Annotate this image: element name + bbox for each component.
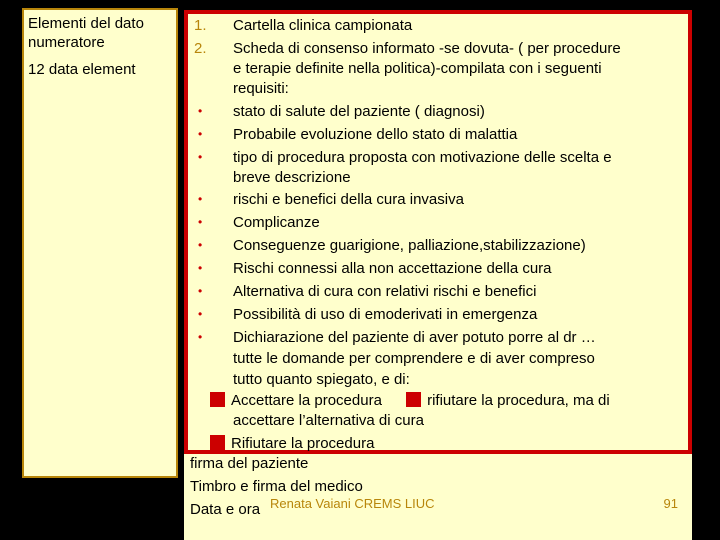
footer-panel [184,454,692,540]
bullet-icon: • [198,127,203,141]
item-text: Scheda di consenso informato -se dovuta- ( per procedure [233,40,621,57]
item-text: tutte le domande per comprendere e di aver compreso [233,350,595,367]
bullet-icon: • [198,261,203,275]
signature-patient: firma del paziente [190,455,309,472]
item-text: Cartella clinica campionata [233,17,413,34]
item-text: e terapie definite nella politica)-compilata con i seguenti [233,60,602,77]
option-refuse-partial-cont: accettare l’alternativa di cura [233,412,424,429]
accept-checkbox[interactable] [210,392,225,407]
bullet-icon: • [198,238,203,252]
author-credit: Renata Vaiani CREMS LIUC [270,496,435,511]
item-number: 1. [194,17,207,34]
page-number: 91 [663,496,678,511]
option-refuse-partial-label: rifiutare la procedura, ma di [427,392,610,409]
left-title-line1: Elementi del dato [28,15,144,32]
bullet-icon: • [198,104,203,118]
bullet-icon: • [198,150,203,164]
item-number: 2. [194,40,207,57]
left-panel [22,8,178,478]
item-text: rischi e benefici della cura invasiva [233,191,464,208]
refuse-alternative-checkbox[interactable] [406,392,421,407]
item-text: Probabile evoluzione dello stato di malattia [233,126,518,143]
item-text: tutto quanto spiegato, e di: [233,371,410,388]
bullet-icon: • [198,330,203,344]
item-text: Complicanze [233,214,320,231]
bullet-icon: • [198,215,203,229]
item-text: Dichiarazione del paziente di aver potuto porre al dr … [233,329,596,346]
option-refuse-label: Rifiutare la procedura [231,435,375,452]
main-panel [184,10,692,454]
refuse-checkbox[interactable] [210,435,225,450]
item-text: Conseguenze guarigione, palliazione,stabilizzazione) [233,237,586,254]
item-text: tipo di procedura proposta con motivazione delle scelta e [233,149,612,166]
option-accept-label: Accettare la procedura [231,392,382,409]
option-continuation [233,409,688,432]
item-text: breve descrizione [233,169,351,186]
left-title-line2: numeratore [28,34,105,51]
bullet-icon: • [198,284,203,298]
item-text: stato di salute del paziente ( diagnosi) [233,103,485,120]
left-subtitle: 12 data element [28,61,136,78]
item-text: Possibilità di uso di emoderivati in emergenza [233,306,538,323]
signature-doctor: Timbro e firma del medico [190,478,363,495]
item-text: requisiti: [233,80,289,97]
item-text: Rischi connessi alla non accettazione della cura [233,260,552,277]
bullet-icon: • [198,192,203,206]
item-text: Alternativa di cura con relativi rischi e benefici [233,283,537,300]
date-time-label: Data e ora [190,501,261,518]
bullet-icon: • [198,307,203,321]
